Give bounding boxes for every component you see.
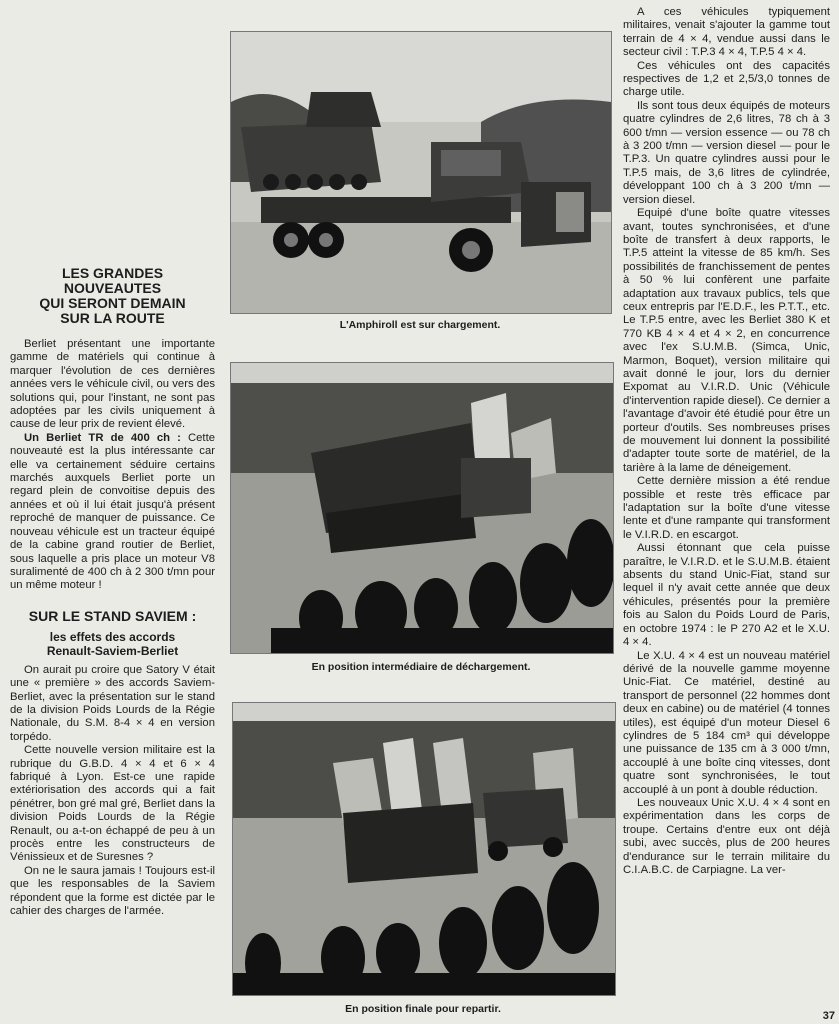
left-column	[10, 266, 215, 918]
right-paragraph-4: Equipé d'une boîte quatre vitesses avant, toutes synchronisées, et d'une boîte de transfert à deux rapports, le T.P.5 atteint la vitesse de 85 km/h. Ses possibilités de franchissement de pentes à 50 % lui confèrent une parfaite adaptation aux travaux publics, tels que ceux entrepris par l'E.D.F., les P.T.T., etc. Le T.P.5 entre, avec les Berliet 380 K et 770 KB 4 × 4 et 4 × 2, en concurrence avec l'ex S.U.M.B. (Simca, Unic, Marmon, Boquet), version militaire qui avait donné le jour, lors du dernier Expomat au V.I.R.D. Unic (Véhicule d'intervention rapide diesel). Ce dernier a l'avantage d'avoir été étudié pour être un porteur d'outils. Ses nombreuses prises de mouvement lui donnent la possibilité d'adapter toute sorte de matériel, de la tarière à la lame de déneigement.	[623, 207, 830, 474]
saviem-paragraph-1: On aurait pu croire que Satory V était une « première » des accords Saviem-Berliet, avec la présentation sur le stand de la division Poids Lourds de la Régie Nationale, du S.M. 8-4 × 4 en version torpédo.	[10, 663, 215, 743]
headline-grandes-nouveautes	[10, 266, 215, 326]
page-number: 37	[822, 1010, 835, 1022]
right-paragraph-1: A ces véhicules typiquement militaires, venait s'ajouter la gamme tout terrain de 4 × 4, vendue aussi dans le secteur civil : T.P.3 4 × 4, T.P.5 4 × 4.	[623, 6, 830, 59]
final-position-crowd-image	[233, 703, 615, 995]
unloading-crowd-image	[231, 363, 613, 653]
saviem-subheading-line: Renault-Saviem-Berliet	[46, 643, 179, 658]
headline-line: QUI SERONT DEMAIN	[39, 295, 186, 311]
intro-paragraph: Berliet présentant une importante gamme de matériels qui continue à marquer l'évolution de ces dernières années vers le véhicule civil, ou vers des solutions qui, pour l'instant, ne sont pas adoptées par les civils uniquement à cause de leur prix de revient élevé.	[10, 338, 215, 431]
berliet-tr-lead: Un Berliet TR de 400 ch :	[24, 431, 181, 444]
right-column	[623, 6, 830, 877]
right-paragraph-8: Les nouveaux Unic X.U. 4 × 4 sont en expérimentation dans les corps de troupe. Certains d'entre eux ont déjà subi, avec succès, plus de 200 heures d'endurance sur le terrain militaire du C.I.A.B.C. de Carpiagne. La ver-	[623, 796, 830, 876]
right-paragraph-7: Le X.U. 4 × 4 est un nouveau matériel dérivé de la nouvelle gamme moyenne Unic-Fiat. Ce matériel, destiné au transport de personnel (22 hommes dont deux en cabine) ou de matériel (4 tonnes utiles), est équipé d'un moteur Diesel 6 cylindres de 5 184 cm³ qui développe une puissance de 135 cm à 3 000 t/mn, accouplé à une boîte cinq vitesses, dont quatre sont synchronisées, le tout accouplé à un pont à double réduction.	[623, 649, 830, 796]
right-paragraph-3: Ils sont tous deux équipés de moteurs quatre cylindres de 2,6 litres, 78 ch à 3 600 t/mn — version essence — ou 78 ch à 3 200 t/mn — version diesel — pour le T.P.3. Un quatre cylindres aussi pour le T.P.5 mais, de 3,6 litres de cylindrée, développant 100 ch à 3 200 t/mn — version diesel.	[623, 99, 830, 206]
right-paragraph-2: Ces véhicules ont des capacités respectives de 1,2 et 2,5/3,0 tonnes de charge utile.	[623, 59, 830, 99]
saviem-paragraph-2: Cette nouvelle version militaire est la rubrique du G.B.D. 4 × 4 et 6 × 4 fabriqué à Lyon. Est-ce une rapide extériorisation des accords qui a fait pénétrer, bon gré mal gré, Berliet dans la division Poids Lourds de la Régie Renault, ou a-t-on échappé de peu à un procès entre les constructeurs de Vénissieux et de Suresnes ?	[10, 744, 215, 864]
headline-line: NOUVEAUTES	[63, 280, 162, 296]
saviem-heading: SUR LE STAND SAVIEM :	[28, 607, 197, 624]
berliet-tr-text: Cette nouveauté est la plus intéressante car elle va certainement séduire certains marchés auxquels Berliet porte un regard plein de convoitise depuis des années et où il lui était jusqu'à présent reproché de manquer de puissance. Ce nouveau véhicule est un tracteur équipé de la cabine grand routier de Berliet, sous laquelle a pris place un moteur V8 suralimenté de 400 ch à 2 300 t/mn pour un même moteur !	[10, 431, 215, 592]
headline-saviem	[10, 609, 215, 658]
berliet-tr-paragraph	[10, 432, 215, 593]
amphiroll-truck-image	[231, 32, 611, 313]
photo-caption-3: En position finale pour repartir.	[345, 1003, 501, 1015]
photo-caption-1: L'Amphiroll est sur chargement.	[339, 319, 501, 331]
photo-intermediate-unloading	[230, 362, 614, 654]
right-paragraph-6: Aussi étonnant que cela puisse paraître, le V.I.R.D. et le S.U.M.B. étaient absents du stand Unic-Fiat, stand sur lequel il n'y avait cette année que deux véhicules, présentés pour la première fois au Salon du Poids Lourd de Paris, en octobre 1974 : le P 270 A2 et le X.U. 4 × 4.	[623, 542, 830, 649]
photo-final-position	[232, 702, 616, 996]
photo-amphiroll-loading	[230, 31, 612, 314]
headline-line: SUR LA ROUTE	[60, 310, 165, 326]
saviem-subheading-line: les effets des accords	[49, 629, 176, 644]
photo-caption-2: En position intermédiaire de déchargement.	[311, 661, 531, 673]
headline-line: LES GRANDES	[61, 265, 164, 281]
saviem-paragraph-3: On ne le saura jamais ! Toujours est-il que les responsables de la Saviem répondent que la forme est dictée par le cahier des charges de l'armée.	[10, 864, 215, 918]
right-paragraph-5: Cette dernière mission a été rendue possible et reste très efficace par l'adaptation sur la boîte d'une vitesse lente et d'une rampante qui transforment le V.I.R.D. en escargot.	[623, 475, 830, 541]
